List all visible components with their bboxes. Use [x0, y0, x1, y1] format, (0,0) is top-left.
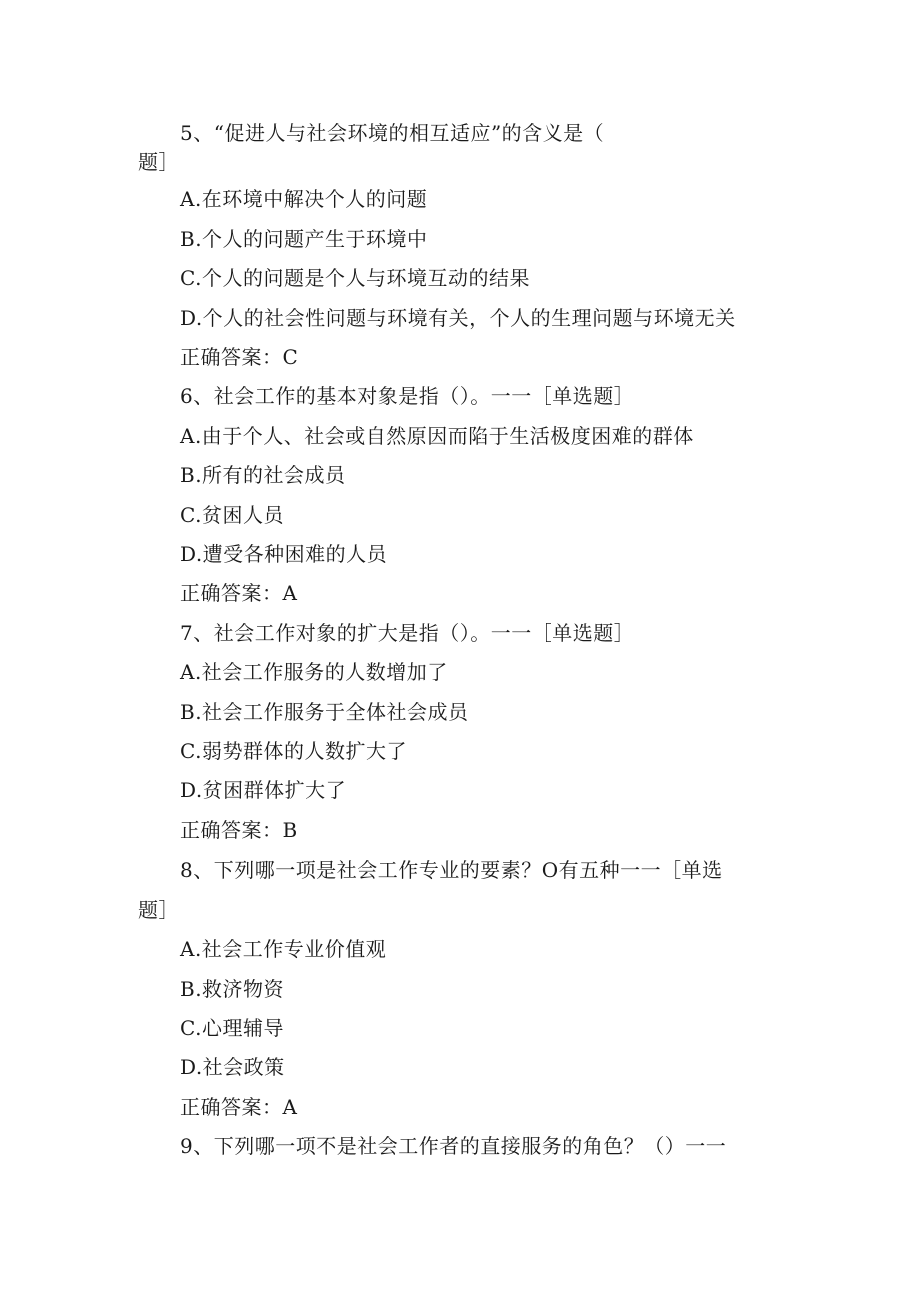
- question-8-answer: 正确答案：A: [180, 1095, 298, 1119]
- question-5-stem-wrap: 题］: [138, 150, 179, 174]
- question-8-option-a: A.社会工作专业价值观: [180, 937, 387, 961]
- question-6-option-c: C.贫困人员: [180, 503, 284, 527]
- question-5-option-b: B.个人的问题产生于环境中: [180, 227, 428, 251]
- question-6-stem: 6、社会工作的基本对象是指（）。一一［单选题］: [180, 384, 635, 408]
- question-7-option-b: B.社会工作服务于全体社会成员: [180, 700, 469, 724]
- question-5-option-d: D.个人的社会性问题与环境有关，个人的生理问题与环境无关: [180, 306, 736, 330]
- question-7-option-d: D.贫困群体扩大了: [180, 778, 347, 802]
- question-7-option-a: A.社会工作服务的人数增加了: [180, 660, 448, 684]
- question-8-option-c: C.心理辅导: [180, 1016, 284, 1040]
- question-7-option-c: C.弱势群体的人数扩大了: [180, 739, 407, 763]
- question-6-answer: 正确答案：A: [180, 581, 298, 605]
- question-8-stem-wrap: 题］: [138, 898, 179, 922]
- question-7-answer: 正确答案：B: [180, 818, 298, 842]
- question-5-option-c: C.个人的问题是个人与环境互动的结果: [180, 266, 530, 290]
- question-6-option-b: B.所有的社会成员: [180, 463, 346, 487]
- question-5-answer: 正确答案：C: [180, 345, 299, 369]
- question-6-option-a: A.由于个人、社会或自然原因而陷于生活极度困难的群体: [180, 424, 694, 448]
- question-8-option-d: D.社会政策: [180, 1055, 285, 1079]
- question-5-stem: 5、“促进人与社会环境的相互适应”的含义是（: [180, 121, 605, 145]
- question-9-stem: 9、下列哪一项不是社会工作者的直接服务的角色？（）一一: [180, 1134, 727, 1158]
- question-8-option-b: B.救济物资: [180, 977, 285, 1001]
- question-8-stem: 8、下列哪一项是社会工作专业的要素？O有五种一一［单选: [180, 858, 723, 882]
- question-7-stem: 7、社会工作对象的扩大是指（）。一一［单选题］: [180, 621, 635, 645]
- question-6-option-d: D.遭受各种困难的人员: [180, 542, 388, 566]
- question-5-option-a: A.在环境中解决个人的问题: [180, 187, 428, 211]
